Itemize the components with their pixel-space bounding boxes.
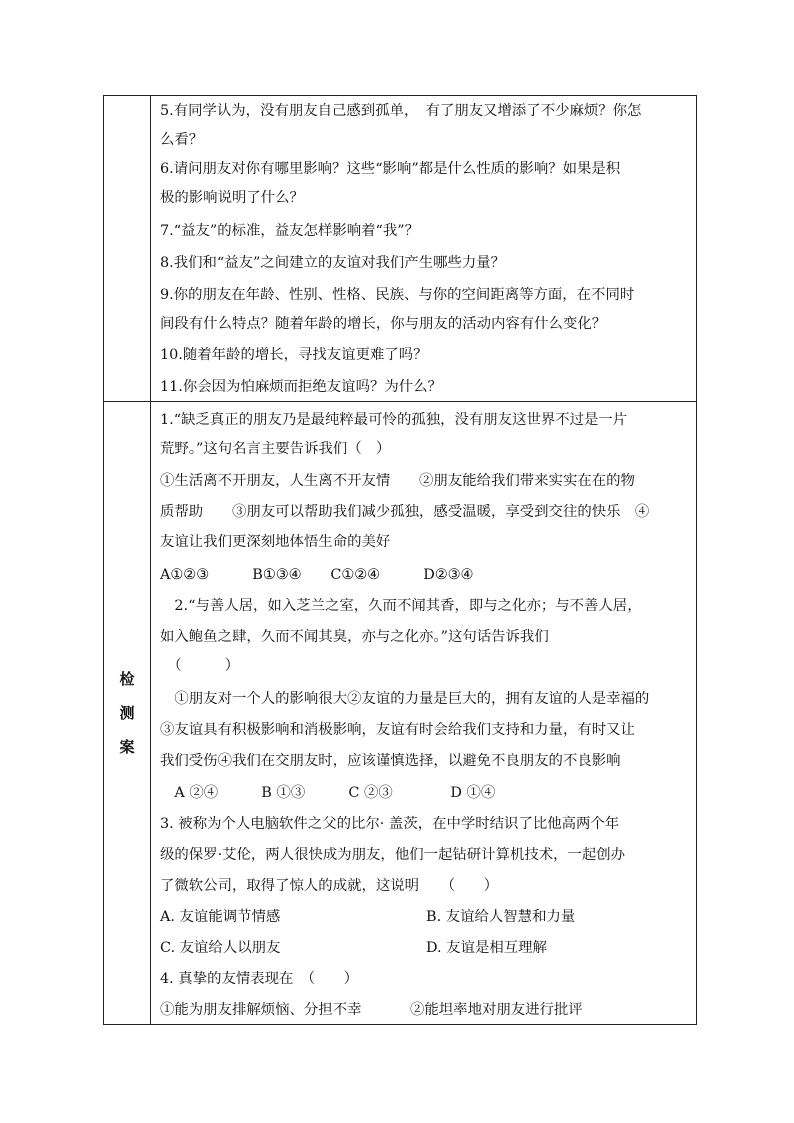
option-a: A. 友谊能调节情感: [160, 909, 281, 925]
question-line: 7.“益友”的标准，益友怎样影响着“我”？: [160, 223, 420, 239]
option-d: D. 友谊是相互理解: [426, 940, 547, 956]
q4-option-1: ①能为朋友排解烦恼、分担不幸: [160, 1002, 362, 1018]
label-char: 测: [119, 703, 135, 722]
label-char: 检: [119, 669, 135, 688]
test-line: 我们受伤④我们在交朋友时，应该谨慎选择，以避免不良朋友的不良影响: [160, 753, 621, 769]
question-line: 间段有什么特点？随着年龄的增长，你与朋友的活动内容有什么变化？: [160, 316, 607, 332]
column-divider: [150, 96, 151, 1024]
test-line: 4. 真挚的友情表现在 （ ）: [160, 971, 359, 987]
test-line: 荒野。”这句名言主要告诉我们（ ）: [160, 441, 391, 457]
test-line: ①生活离不开朋友，人生离不开友情 ②朋友能给我们带来实实在在的物: [160, 473, 635, 489]
test-line: ①朋友对一个人的影响很大②友谊的力量是巨大的，拥有友谊的人是幸福的: [160, 691, 650, 707]
test-line: 3. 被称为个人电脑软件之父的比尔· 盖茨，在中学时结识了比他高两个年: [160, 816, 620, 832]
option-c: C. 友谊给人以朋友: [160, 940, 281, 956]
worksheet-table: [103, 95, 697, 1025]
question-line: 8.我们和“益友”之间建立的友谊对我们产生哪些力量？: [160, 255, 506, 271]
test-line: （ ）: [160, 658, 240, 674]
test-line: 如入鲍鱼之肆，久而不闻其臭，亦与之化亦。”这句话告诉我们: [160, 629, 549, 645]
test-line: A①②③ B①③④ C①②④ D②③④: [160, 567, 474, 583]
test-line: ③友谊具有积极影响和消极影响，友谊有时会给我们支持和力量，有时又让: [160, 722, 635, 738]
question-line: 极的影响说明了什么？: [160, 190, 304, 206]
question-line: 10.随着年龄的增长，寻找友谊更难了吗？: [160, 347, 428, 363]
test-line: 1.“缺乏真正的朋友乃是最纯粹最可怜的孤独，没有朋友这世界不过是一片: [160, 412, 628, 428]
test-section-label: [104, 401, 150, 1024]
question-line: 么看？: [160, 132, 204, 148]
question-line: 6.请问朋友对你有哪里影响？这些“影响”都是什么性质的影响？如果是积: [160, 161, 621, 177]
test-line: 级的保罗·艾伦，两人很快成为朋友，他们一起钻研计算机技术，一起创办: [160, 847, 626, 863]
label-char: 案: [119, 737, 135, 756]
test-line: 2.“与善人居，如入芝兰之室，久而不闻其香，即与之化亦；与不善人居，: [160, 598, 642, 614]
test-line: 了微软公司，取得了惊人的成就，这说明 （ ）: [160, 878, 499, 894]
question-line: 9.你的朋友在年龄、性别、性格、民族、与你的空间距离等方面，在不同时: [160, 287, 635, 303]
question-line: 11.你会因为怕麻烦而拒绝友谊吗？为什么？: [160, 379, 442, 395]
test-line: 质帮助 ③朋友可以帮助我们减少孤独，感受温暖，享受到交往的快乐 ④: [160, 504, 650, 520]
test-line: 友谊让我们更深刻地体悟生命的美好: [160, 534, 391, 550]
question-line: 5.有同学认为，没有朋友自己感到孤单， 有了朋友又增添了不少麻烦？你怎: [160, 103, 642, 119]
q4-option-2: ②能坦率地对朋友进行批评: [410, 1002, 583, 1018]
test-line: A ②④ B ①③ C ②③ D ①④: [160, 785, 496, 801]
option-b: B. 友谊给人智慧和力量: [426, 909, 576, 925]
